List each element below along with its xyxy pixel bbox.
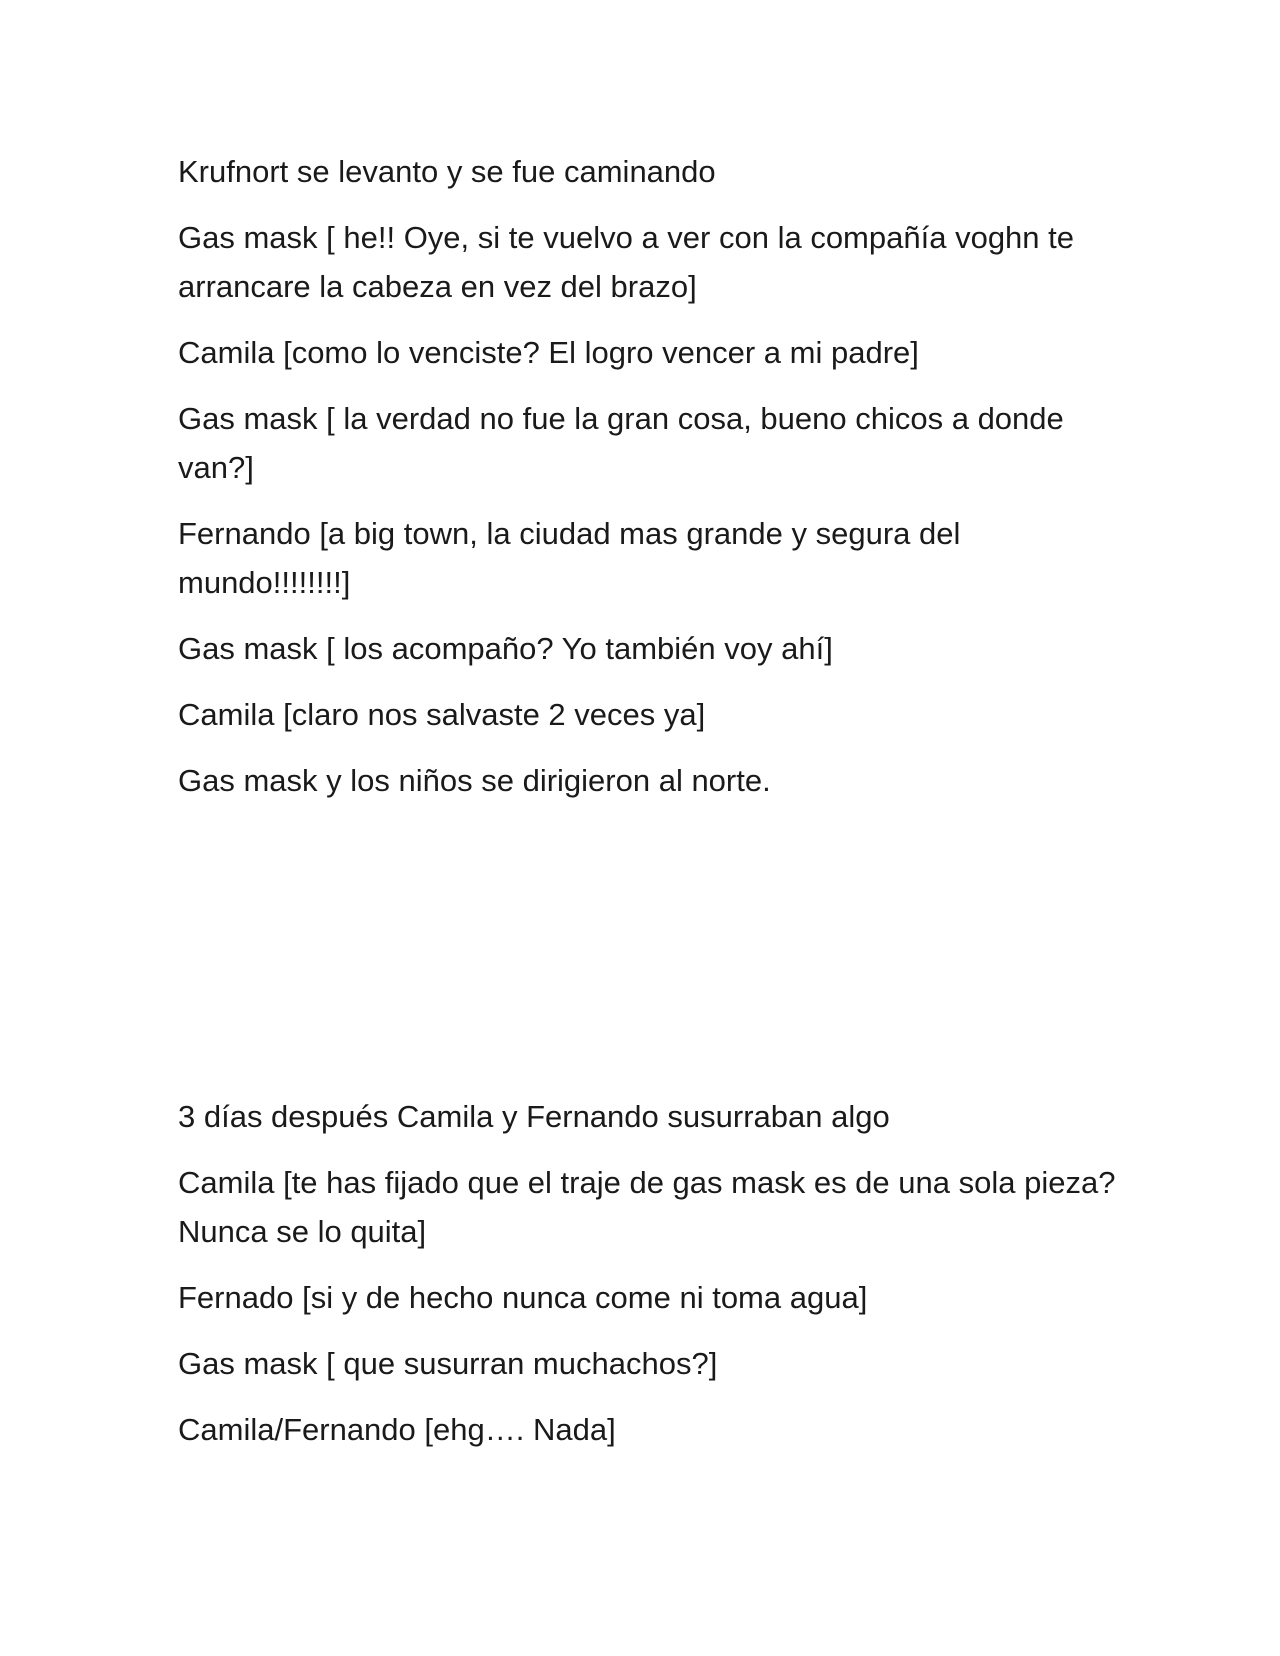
dialogue-paragraph: Gas mask [ los acompaño? Yo también voy ahí] bbox=[178, 631, 833, 666]
dialogue-paragraph: Camila/Fernando [ehg…. Nada] bbox=[178, 1412, 616, 1447]
dialogue-paragraph: Camila [claro nos salvaste 2 veces ya] bbox=[178, 697, 706, 732]
dialogue-paragraph: Camila [como lo venciste? El logro vencer a mi padre] bbox=[178, 335, 919, 370]
text-section-1 bbox=[178, 147, 1118, 822]
dialogue-paragraph: Gas mask [ la verdad no fue la gran cosa, bueno chicos a donde van?] bbox=[178, 401, 1064, 485]
narration-paragraph: Gas mask y los niños se dirigieron al norte. bbox=[178, 763, 771, 798]
narration-paragraph: 3 días después Camila y Fernando susurraban algo bbox=[178, 1099, 890, 1134]
narration-paragraph: Krufnort se levanto y se fue caminando bbox=[178, 154, 716, 189]
dialogue-paragraph: Fernado [si y de hecho nunca come ni toma agua] bbox=[178, 1280, 868, 1315]
dialogue-paragraph: Camila [te has fijado que el traje de gas mask es de una sola pieza? Nunca se lo quita] bbox=[178, 1165, 1116, 1249]
text-section-2 bbox=[178, 1092, 1118, 1471]
dialogue-paragraph: Gas mask [ que susurran muchachos?] bbox=[178, 1346, 718, 1381]
dialogue-paragraph: Gas mask [ he!! Oye, si te vuelvo a ver con la compañía voghn te arrancare la cabeza en vez del brazo] bbox=[178, 220, 1075, 304]
dialogue-paragraph: Fernando [a big town, la ciudad mas grande y segura del mundo!!!!!!!!] bbox=[178, 516, 961, 600]
